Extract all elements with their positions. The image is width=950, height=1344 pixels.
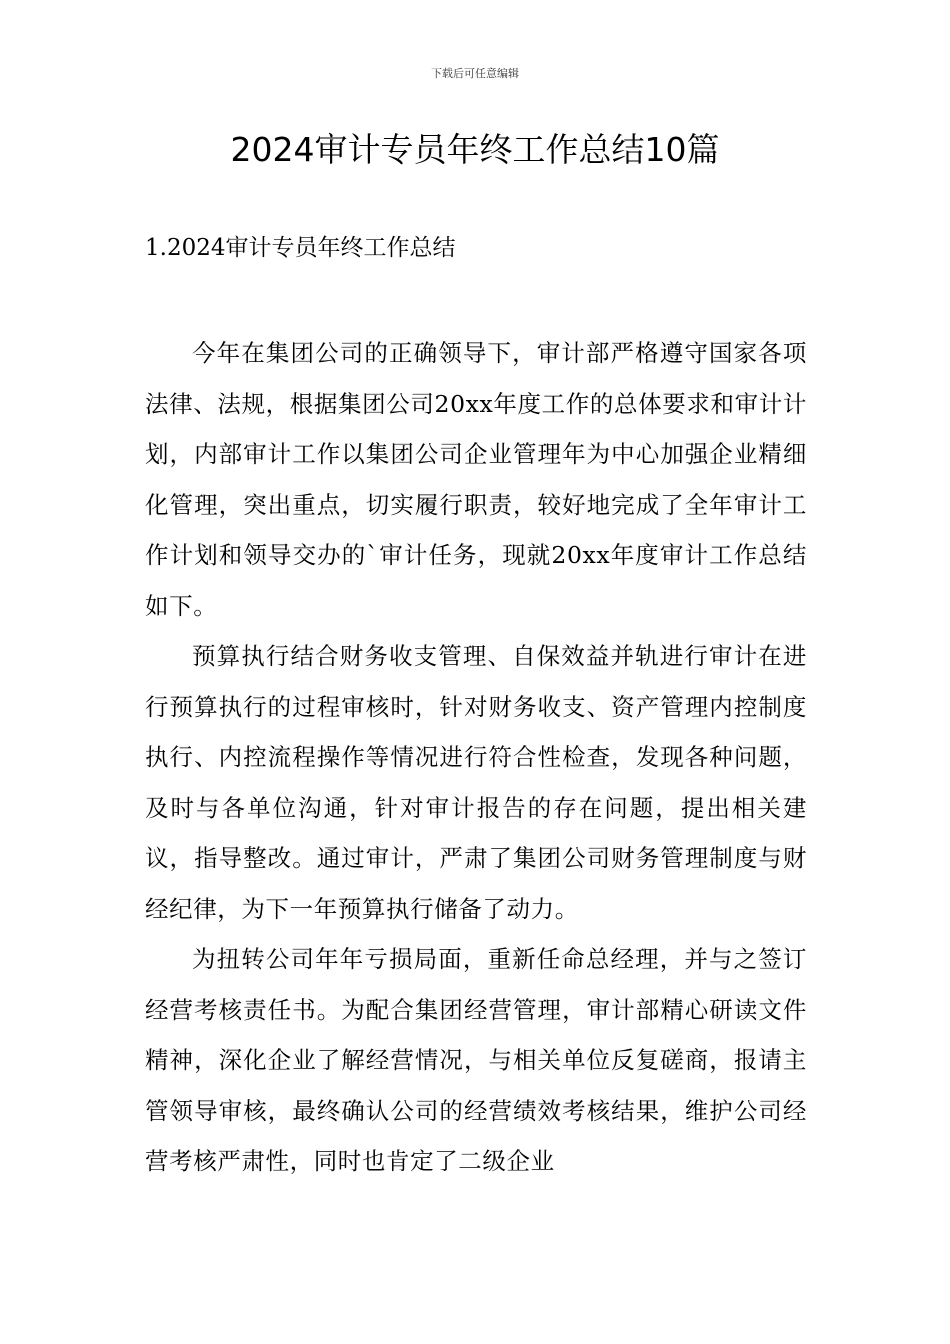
body-text	[145, 328, 807, 1187]
section-heading: 1.2024审计专员年终工作总结	[145, 235, 456, 261]
document-title: 2024审计专员年终工作总结10篇	[230, 130, 720, 169]
paragraph-3: 为扭转公司年年亏损局面，重新任命总经理，并与之签订经营考核责任书。为配合集团经营管理，审计部精心研读文件精神，深化企业了解经营情况，与相关单位反复磋商，报请主管领导审核，最终确认公司的经营绩效考核结果，维护公司经营考核严肃性，同时也肯定了二级企业	[145, 945, 807, 1175]
paragraph-1: 今年在集团公司的正确领导下，审计部严格遵守国家各项法律、法规，根据集团公司20xx年度工作的总体要求和审计计划，内部审计工作以集团公司企业管理年为中心加强企业精细化管理，突出重点，切实履行职责，较好地完成了全年审计工作计划和领导交办的`审计任务，现就20xx年度审计工作总结如下。	[145, 339, 807, 620]
paragraph-2: 预算执行结合财务收支管理、自保效益并轨进行审计在进行预算执行的过程审核时，针对财务收支、资产管理内控制度执行、内控流程操作等情况进行符合性检查，发现各种问题，及时与各单位沟通，针对审计报告的存在问题，提出相关建议，指导整改。通过审计，严肃了集团公司财务管理制度与财经纪律，为下一年预算执行储备了动力。	[145, 642, 807, 923]
header-note: 下载后可任意编辑	[431, 67, 519, 80]
